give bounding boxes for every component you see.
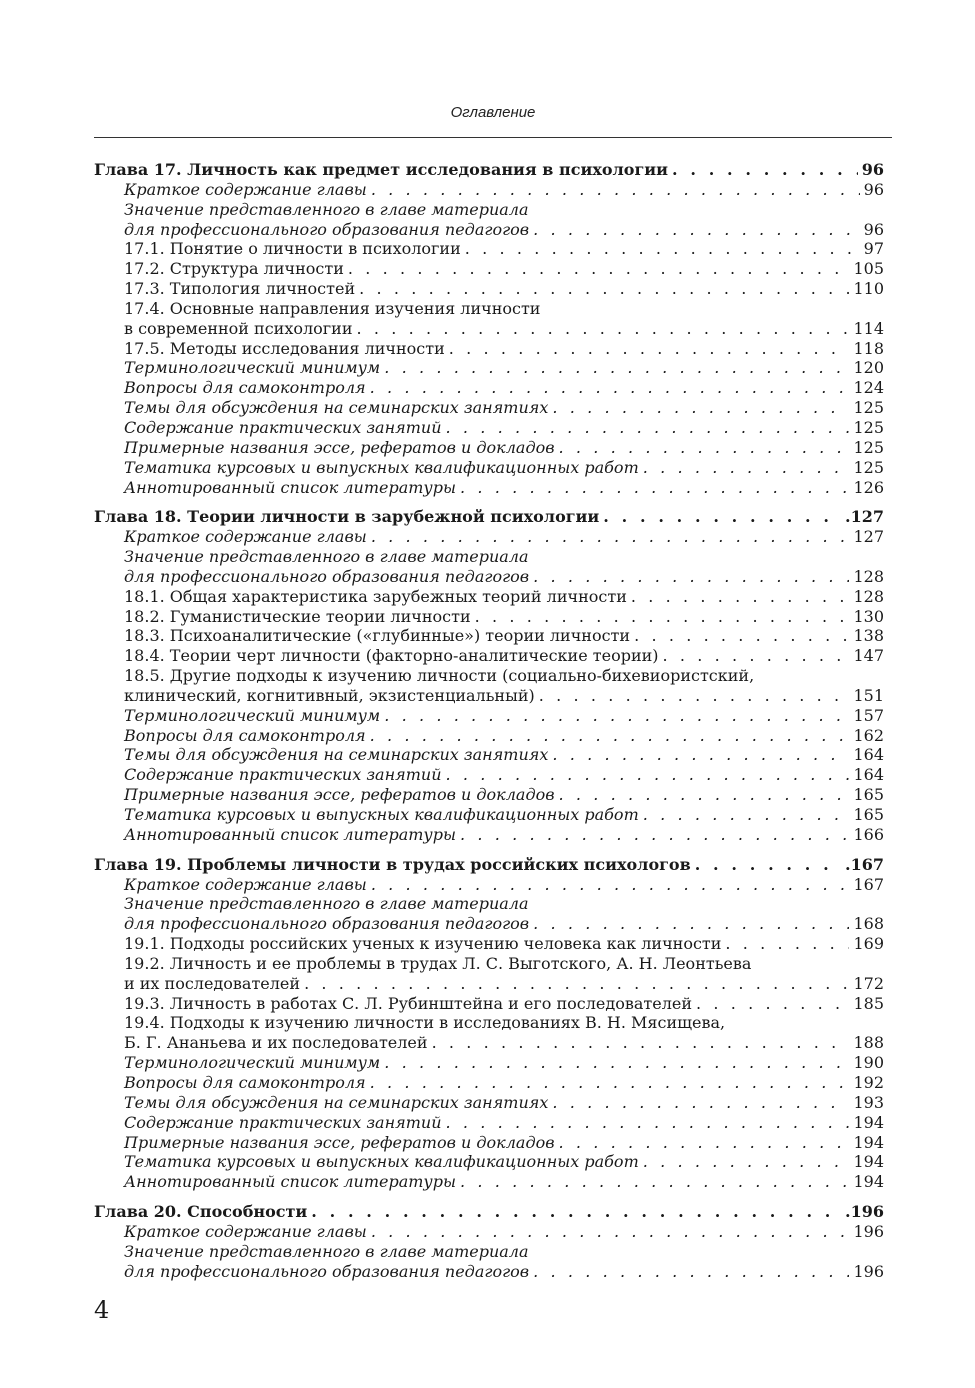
dot-leader bbox=[639, 1152, 850, 1172]
entry-page: 125 bbox=[853, 398, 884, 418]
toc-chapter bbox=[94, 160, 884, 497]
entry-title: клинический, когнитивный, экзистенциальный) bbox=[124, 685, 535, 705]
dot-leader bbox=[366, 726, 850, 746]
toc-entry[interactable] bbox=[94, 180, 884, 200]
entry-page: 194 bbox=[853, 1172, 884, 1192]
entry-page: 125 bbox=[853, 417, 884, 437]
chapter-title: Глава 17. Личность как предмет исследования в психологии bbox=[94, 160, 669, 179]
entry-title: Вопросы для самоконтроля bbox=[124, 725, 366, 745]
dot-leader bbox=[529, 220, 860, 240]
entry-title: 18.4. Теории черт личности (факторно-аналитические теории) bbox=[124, 646, 659, 666]
entry-title: Примерные названия эссе, рефератов и докладов bbox=[124, 437, 555, 457]
entry-page: 97 bbox=[863, 239, 884, 259]
entry-title: Содержание практических занятий bbox=[124, 1112, 442, 1132]
toc-chapter bbox=[94, 1202, 884, 1281]
toc-entry[interactable] bbox=[94, 994, 884, 1014]
entry-title: Краткое содержание главы bbox=[124, 179, 367, 199]
chapter-heading[interactable] bbox=[94, 855, 884, 875]
toc-entry[interactable] bbox=[94, 1033, 884, 1053]
entry-page: 147 bbox=[853, 646, 884, 666]
entry-title: 19.1. Подходы российских ученых к изучению человека как личности bbox=[124, 934, 722, 954]
dot-leader bbox=[548, 398, 849, 418]
entry-page: 196 bbox=[853, 1221, 884, 1241]
toc-entry[interactable] bbox=[94, 875, 884, 895]
entry-title: Значение представленного в главе материала bbox=[124, 894, 529, 914]
toc-entry[interactable] bbox=[94, 220, 884, 240]
toc-entry[interactable] bbox=[94, 438, 884, 458]
dot-leader bbox=[548, 1093, 849, 1113]
entry-page: 138 bbox=[853, 626, 884, 646]
entry-title: Терминологический минимум bbox=[124, 1053, 381, 1073]
entry-page: 110 bbox=[853, 279, 884, 299]
toc-entry[interactable] bbox=[94, 527, 884, 547]
entry-title: для профессионального образования педагогов bbox=[124, 914, 530, 934]
toc-entry[interactable] bbox=[94, 1133, 884, 1153]
dot-leader bbox=[367, 1222, 850, 1242]
dot-leader bbox=[352, 319, 849, 339]
entry-title: Краткое содержание главы bbox=[124, 527, 367, 547]
entry-title: и их последователей bbox=[124, 973, 301, 993]
entry-title: 19.2. Личность и ее проблемы в трудах Л. С. Выготского, А. Н. Леонтьева bbox=[124, 953, 752, 973]
entry-title: 19.4. Подходы к изучению личности в исследованиях В. Н. Мясищева, bbox=[124, 1013, 726, 1033]
dot-leader bbox=[456, 478, 849, 498]
dot-leader bbox=[445, 339, 850, 359]
toc-entry[interactable] bbox=[94, 478, 884, 498]
page-number: 4 bbox=[94, 1296, 110, 1324]
dot-leader bbox=[639, 805, 850, 825]
entry-title: для профессионального образования педагогов bbox=[124, 566, 530, 586]
dot-leader bbox=[555, 1133, 850, 1153]
dot-leader bbox=[529, 567, 849, 587]
entry-page: 194 bbox=[853, 1112, 884, 1132]
toc-entry[interactable] bbox=[94, 378, 884, 398]
entry-title: 19.3. Личность в работах С. Л. Рубинштейна и его последователей bbox=[124, 993, 693, 1013]
entry-title: 18.5. Другие подходы к изучению личности (социально-бихевиористский, bbox=[124, 666, 755, 686]
dot-leader bbox=[344, 259, 850, 279]
toc-entry[interactable] bbox=[94, 279, 884, 299]
entry-page: 169 bbox=[853, 934, 884, 954]
entry-title: 17.1. Понятие о личности в психологии bbox=[124, 239, 461, 259]
dot-leader bbox=[461, 239, 860, 259]
entry-page: 96 bbox=[863, 179, 884, 199]
toc-entry[interactable] bbox=[94, 726, 884, 746]
entry-page: 185 bbox=[853, 993, 884, 1013]
dot-leader bbox=[721, 934, 849, 954]
toc-chapter bbox=[94, 507, 884, 844]
toc-chapter bbox=[94, 855, 884, 1192]
toc-entry[interactable] bbox=[94, 239, 884, 259]
table-of-contents bbox=[94, 160, 884, 1291]
entry-page: 127 bbox=[853, 527, 884, 547]
entry-title: Тематика курсовых и выпускных квалификационных работ bbox=[124, 457, 639, 477]
dot-leader bbox=[627, 587, 850, 607]
entry-title: Вопросы для самоконтроля bbox=[124, 1072, 366, 1092]
dot-leader bbox=[535, 686, 850, 706]
entry-page: 162 bbox=[853, 725, 884, 745]
running-head: Оглавление bbox=[450, 104, 536, 121]
toc-entry[interactable] bbox=[94, 785, 884, 805]
entry-page: 128 bbox=[853, 566, 884, 586]
entry-title: Примерные названия эссе, рефератов и докладов bbox=[124, 1132, 555, 1152]
toc-entry bbox=[94, 1242, 884, 1262]
toc-entry[interactable] bbox=[94, 398, 884, 418]
dot-leader bbox=[428, 1033, 850, 1053]
entry-title: 18.2. Гуманистические теории личности bbox=[124, 606, 471, 626]
entry-page: 96 bbox=[863, 219, 884, 239]
entry-title: для профессионального образования педагогов bbox=[124, 219, 530, 239]
entry-page: 196 bbox=[853, 1261, 884, 1281]
dot-leader bbox=[380, 706, 849, 726]
toc-entry[interactable] bbox=[94, 805, 884, 825]
entry-page: 164 bbox=[853, 765, 884, 785]
toc-entry[interactable] bbox=[94, 646, 884, 666]
chapter-page: .127 bbox=[845, 507, 884, 527]
dot-leader bbox=[366, 378, 850, 398]
dot-leader bbox=[380, 358, 849, 378]
dot-leader bbox=[456, 825, 849, 845]
entry-page: 167 bbox=[853, 874, 884, 894]
dot-leader bbox=[691, 855, 841, 875]
chapter-title: Глава 20. Способности bbox=[94, 1202, 308, 1222]
entry-page: 194 bbox=[853, 1132, 884, 1152]
dot-leader bbox=[639, 458, 850, 478]
toc-entry[interactable] bbox=[94, 1053, 884, 1073]
entry-title: Содержание практических занятий bbox=[124, 417, 442, 437]
dot-leader bbox=[668, 160, 858, 180]
toc-entry[interactable] bbox=[94, 1152, 884, 1172]
toc-entry[interactable] bbox=[94, 607, 884, 627]
entry-page: 114 bbox=[853, 318, 884, 338]
toc-entry[interactable] bbox=[94, 1222, 884, 1242]
entry-page: 118 bbox=[853, 338, 884, 358]
entry-page: 172 bbox=[853, 973, 884, 993]
chapter-heading[interactable] bbox=[94, 507, 884, 527]
dot-leader bbox=[442, 418, 850, 438]
entry-page: 151 bbox=[853, 685, 884, 705]
dot-leader bbox=[355, 279, 849, 299]
toc-entry[interactable] bbox=[94, 1113, 884, 1133]
toc-entry[interactable] bbox=[94, 1073, 884, 1093]
entry-page: 192 bbox=[853, 1072, 884, 1092]
toc-entry[interactable] bbox=[94, 319, 884, 339]
toc-entry[interactable] bbox=[94, 587, 884, 607]
chapter-title: Глава 18. Теории личности в зарубежной психологии bbox=[94, 507, 600, 527]
toc-entry[interactable] bbox=[94, 1262, 884, 1282]
entry-title: Краткое содержание главы bbox=[124, 1221, 367, 1241]
entry-title: Значение представленного в главе материала bbox=[124, 1241, 529, 1261]
entry-page: 193 bbox=[853, 1092, 884, 1112]
dot-leader bbox=[456, 1172, 849, 1192]
dot-leader bbox=[630, 626, 849, 646]
dot-leader bbox=[599, 507, 841, 527]
entry-page: 130 bbox=[853, 606, 884, 626]
chapter-title: Глава 19. Проблемы личности в трудах российских психологов bbox=[94, 854, 691, 874]
dot-leader bbox=[555, 785, 850, 805]
toc-entry[interactable] bbox=[94, 458, 884, 478]
entry-title: 17.5. Методы исследования личности bbox=[124, 338, 445, 358]
dot-leader bbox=[529, 914, 849, 934]
entry-page: 125 bbox=[853, 437, 884, 457]
toc-entry[interactable] bbox=[94, 339, 884, 359]
dot-leader bbox=[300, 974, 849, 994]
entry-page: 126 bbox=[853, 477, 884, 497]
entry-page: 194 bbox=[853, 1152, 884, 1172]
entry-title: в современной психологии bbox=[124, 318, 353, 338]
dot-leader bbox=[367, 527, 850, 547]
entry-page: 128 bbox=[853, 586, 884, 606]
dot-leader bbox=[442, 765, 850, 785]
toc-entry[interactable] bbox=[94, 934, 884, 954]
entry-title: Терминологический минимум bbox=[124, 358, 381, 378]
entry-page: 165 bbox=[853, 785, 884, 805]
toc-entry[interactable] bbox=[94, 765, 884, 785]
entry-title: Краткое содержание главы bbox=[124, 874, 367, 894]
entry-page: 164 bbox=[853, 745, 884, 765]
header-rule bbox=[94, 137, 892, 138]
dot-leader bbox=[380, 1053, 849, 1073]
entry-title: Темы для обсуждения на семинарских занятиях bbox=[124, 1092, 549, 1112]
toc-entry[interactable] bbox=[94, 1093, 884, 1113]
entry-title: Аннотированный список литературы bbox=[124, 477, 456, 497]
toc-entry bbox=[94, 200, 884, 220]
dot-leader bbox=[555, 438, 850, 458]
dot-leader bbox=[367, 180, 860, 200]
dot-leader bbox=[692, 994, 849, 1014]
toc-entry[interactable] bbox=[94, 914, 884, 934]
entry-title: Значение представленного в главе материала bbox=[124, 547, 529, 567]
dot-leader bbox=[659, 646, 850, 666]
entry-page: 124 bbox=[853, 378, 884, 398]
chapter-page: 96 bbox=[861, 160, 884, 179]
toc-entry[interactable] bbox=[94, 745, 884, 765]
entry-title: Тематика курсовых и выпускных квалификационных работ bbox=[124, 1152, 639, 1172]
entry-title: Аннотированный список литературы bbox=[124, 824, 456, 844]
dot-leader bbox=[442, 1113, 850, 1133]
toc-entry bbox=[94, 666, 884, 686]
entry-title: для профессионального образования педагогов bbox=[124, 1261, 530, 1281]
toc-entry bbox=[94, 894, 884, 914]
entry-title: Вопросы для самоконтроля bbox=[124, 378, 366, 398]
entry-page: 157 bbox=[853, 705, 884, 725]
entry-title: Б. Г. Ананьева и их последователей bbox=[124, 1033, 428, 1053]
chapter-heading[interactable] bbox=[94, 1202, 884, 1222]
entry-title: 17.4. Основные направления изучения личности bbox=[124, 298, 541, 318]
entry-page: 120 bbox=[853, 358, 884, 378]
toc-entry[interactable] bbox=[94, 626, 884, 646]
toc-entry[interactable] bbox=[94, 418, 884, 438]
entry-page: 166 bbox=[853, 824, 884, 844]
toc-entry[interactable] bbox=[94, 974, 884, 994]
chapter-page: .167 bbox=[845, 854, 884, 874]
dot-leader bbox=[367, 875, 850, 895]
entry-title: Темы для обсуждения на семинарских занятиях bbox=[124, 398, 549, 418]
entry-page: 190 bbox=[853, 1053, 884, 1073]
chapter-heading[interactable] bbox=[94, 160, 884, 180]
toc-entry[interactable] bbox=[94, 706, 884, 726]
toc-entry[interactable] bbox=[94, 1172, 884, 1192]
dot-leader bbox=[471, 607, 850, 627]
toc-entry bbox=[94, 1013, 884, 1033]
entry-page: 188 bbox=[853, 1033, 884, 1053]
entry-title: Значение представленного в главе материала bbox=[124, 199, 529, 219]
entry-title: 17.2. Структура личности bbox=[124, 259, 344, 279]
chapter-page: .196 bbox=[845, 1202, 884, 1222]
entry-title: 18.3. Психоаналитические («глубинные») теории личности bbox=[124, 626, 631, 646]
entry-title: 17.3. Типология личностей bbox=[124, 279, 356, 299]
dot-leader bbox=[307, 1202, 841, 1222]
entry-title: Аннотированный список литературы bbox=[124, 1172, 456, 1192]
toc-entry bbox=[94, 547, 884, 567]
dot-leader bbox=[529, 1262, 849, 1282]
toc-entry[interactable] bbox=[94, 358, 884, 378]
entry-title: Содержание практических занятий bbox=[124, 765, 442, 785]
dot-leader bbox=[548, 745, 849, 765]
entry-title: Терминологический минимум bbox=[124, 705, 381, 725]
entry-page: 168 bbox=[853, 914, 884, 934]
toc-entry bbox=[94, 299, 884, 319]
entry-page: 105 bbox=[853, 259, 884, 279]
toc-entry[interactable] bbox=[94, 259, 884, 279]
entry-page: 165 bbox=[853, 805, 884, 824]
entry-title: 18.1. Общая характеристика зарубежных теорий личности bbox=[124, 586, 627, 606]
dot-leader bbox=[366, 1073, 850, 1093]
toc-entry[interactable] bbox=[94, 686, 884, 706]
toc-entry[interactable] bbox=[94, 825, 884, 845]
entry-title: Примерные названия эссе, рефератов и докладов bbox=[124, 785, 555, 805]
entry-page: 125 bbox=[853, 457, 884, 477]
entry-title: Темы для обсуждения на семинарских занятиях bbox=[124, 745, 549, 765]
entry-title: Тематика курсовых и выпускных квалификационных работ bbox=[124, 805, 639, 824]
toc-entry[interactable] bbox=[94, 567, 884, 587]
toc-entry bbox=[94, 954, 884, 974]
